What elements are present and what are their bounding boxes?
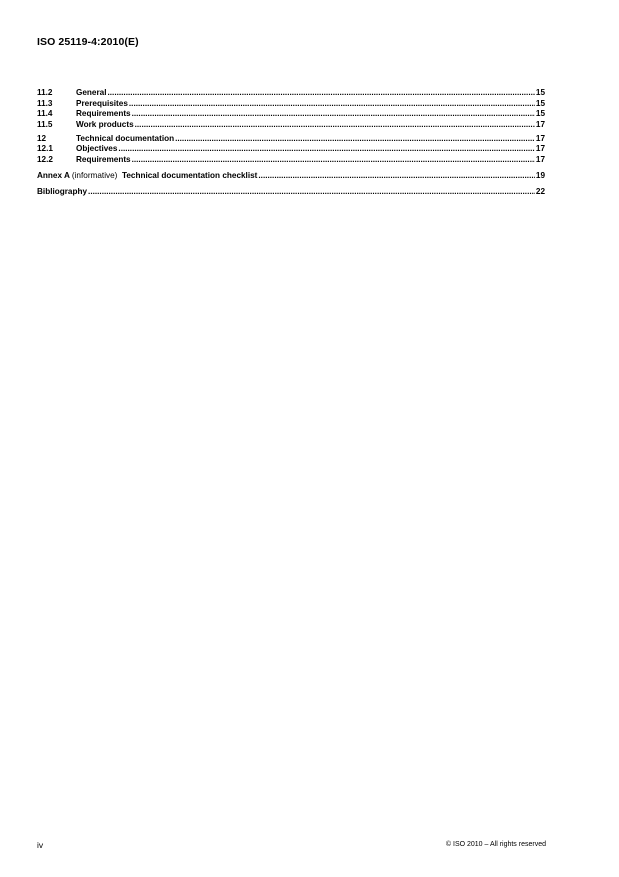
toc-entry[interactable] (37, 120, 545, 131)
toc-entry-title: Requirements (76, 155, 131, 165)
toc-entry-page: 19 (535, 171, 545, 181)
toc-entry-number: 11.3 (37, 98, 53, 108)
toc-leader-dots (135, 120, 535, 131)
toc-entry-annex[interactable] (37, 171, 545, 182)
toc-entry-title: General (76, 88, 107, 97)
toc-entry-number: 12.2 (37, 155, 53, 165)
footer-page-number: iv (37, 840, 44, 850)
toc-entry-number: 11.5 (37, 119, 53, 129)
toc-entry-title: Bibliography (37, 187, 88, 197)
toc-leader-dots (132, 109, 535, 120)
table-of-contents (37, 88, 545, 198)
toc-entry[interactable] (37, 155, 545, 166)
toc-entry-page: 17 (535, 133, 545, 143)
toc-entry-title: Requirements (76, 109, 131, 119)
toc-entry-number: 11.4 (37, 109, 53, 119)
toc-entry-number: 12 (37, 133, 47, 143)
toc-leader-dots (118, 144, 534, 155)
toc-entry[interactable] (37, 134, 545, 145)
toc-entry-page: 17 (535, 119, 545, 129)
toc-entry-page: 15 (535, 88, 545, 97)
footer-copyright: © ISO 2010 – All rights reserved (445, 841, 546, 848)
toc-leader-dots (108, 88, 535, 99)
toc-leader-dots (88, 187, 535, 198)
annex-title: Technical documentation checklist (121, 171, 258, 181)
toc-entry-page: 22 (535, 187, 545, 197)
document-header: ISO 25119-4:2010(E) (37, 36, 139, 48)
annex-label: Annex A (37, 171, 70, 181)
toc-entry-title: Objectives (76, 144, 118, 154)
toc-entry-title: Work products (76, 119, 134, 129)
toc-entry-bibliography[interactable] (37, 187, 545, 198)
toc-entry-page: 15 (535, 98, 545, 108)
toc-entry[interactable] (37, 144, 545, 155)
toc-entry[interactable] (37, 109, 545, 120)
toc-entry-page: 15 (535, 109, 545, 119)
toc-leader-dots (258, 171, 535, 182)
toc-leader-dots (129, 99, 535, 110)
toc-entry[interactable] (37, 88, 545, 99)
toc-entry-page: 17 (535, 155, 545, 165)
toc-entry[interactable] (37, 99, 545, 110)
annex-qualifier: (informative) (71, 171, 118, 181)
toc-leader-dots (132, 155, 535, 166)
toc-annex-title (37, 171, 257, 182)
toc-entry-number: 11.2 (37, 88, 53, 97)
toc-leader-dots (175, 134, 535, 145)
toc-entry-number: 12.1 (37, 144, 53, 154)
toc-entry-page: 17 (535, 144, 545, 154)
toc-entry-title: Technical documentation (76, 133, 175, 143)
toc-entry-title: Prerequisites (76, 98, 128, 108)
